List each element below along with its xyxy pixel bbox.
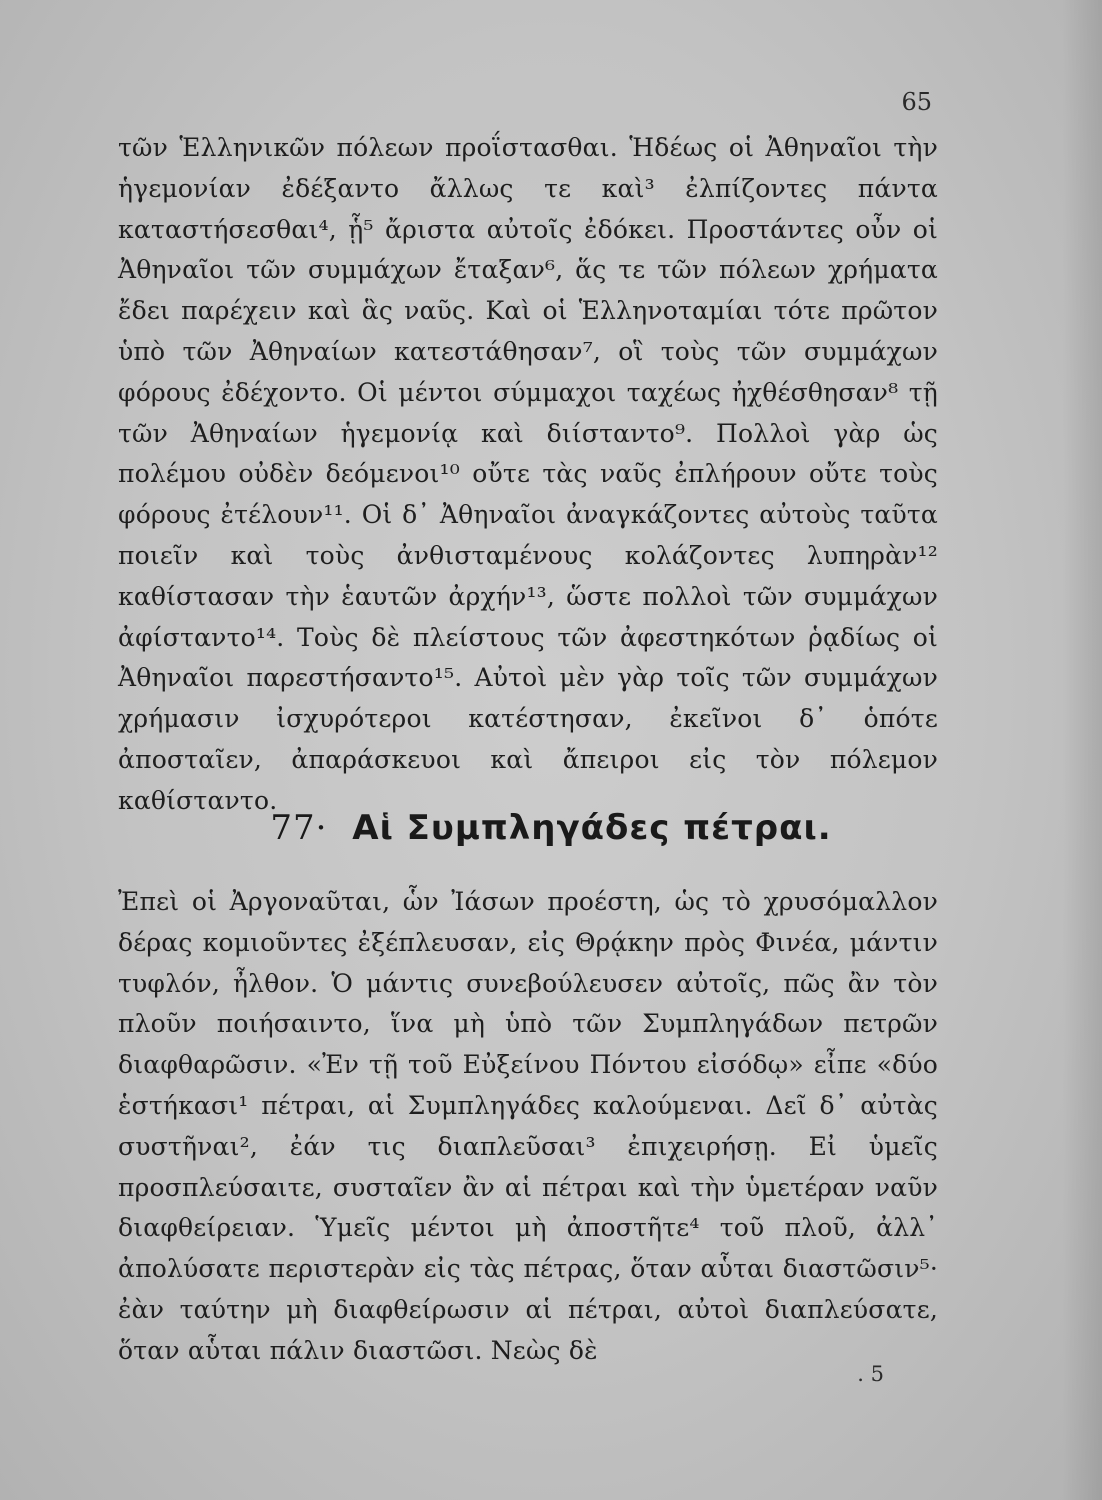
section-number: 77· [270, 808, 328, 848]
text-block-section [118, 882, 938, 1372]
section-heading [0, 808, 1102, 848]
text-block-continuation [118, 128, 938, 822]
paragraph: Ἐπεὶ οἱ Ἀργοναῦται, ὧν Ἰάσων προέστη, ὡς τὸ χρυσόμαλλον δέρας κομιοῦντες ἐξέπλευσαν, εἰς Θρᾴκην πρὸς Φινέα, μάντιν τυφλόν, ἦλθον. Ὁ μάντις συνεβούλευσεν αὐτοῖς, πῶς ἂν τὸν πλοῦν ποιήσαιντο, ἵνα μὴ ὑπὸ τῶν Συμπληγάδων πετρῶν διαφθαρῶσιν. «Ἐν τῇ τοῦ Εὐξείνου Πόντου εἰσόδῳ» εἶπε «δύο ἑστήκασι¹ πέτραι, αἱ Συμπληγάδες καλούμεναι. Δεῖ δ᾽ αὐτὰς συστῆναι², ἐάν τις διαπλεῦσαι³ ἐπιχειρήσῃ. Εἰ ὑμεῖς προσπλεύσαιτε, συσταῖεν ἂν αἱ πέτραι καὶ τὴν ὑμετέραν ναῦν διαφθείρειαν. Ὑμεῖς μέντοι μὴ ἀποστῆτε⁴ τοῦ πλοῦ, ἀλλ᾽ ἀπολύσατε περιστερὰν εἰς τὰς πέτρας, ὅταν αὗται διαστῶσιν⁵· ἐὰν ταύτην μὴ διαφθείρωσιν αἱ πέτραι, αὐτοὶ διαπλεύσατε, ὅταν αὗται πάλιν διαστῶσι. Νεὼς δὲ [118, 887, 938, 1365]
paragraph: τῶν Ἑλληνικῶν πόλεων προΐστασθαι. Ἡδέως οἱ Ἀθηναῖοι τὴν ἡγεμονίαν ἐδέξαντο ἄλλως τε καὶ³ ἐλπίζοντες πάντα καταστήσεσθαι⁴, ᾗ⁵ ἄριστα αὐτοῖς ἐδόκει. Προστάντες οὖν οἱ Ἀθηναῖοι τῶν συμμάχων ἔταξαν⁶, ἅς τε τῶν πόλεων χρήματα ἔδει παρέχειν καὶ ἃς ναῦς. Καὶ οἱ Ἑλληνοταμίαι τότε πρῶτον ὑπὸ τῶν Ἀθηναίων κατεστάθησαν⁷, οἳ τοὺς τῶν συμμάχων φόρους ἐδέχοντο. Οἱ μέντοι σύμμαχοι ταχέως ἠχθέσθησαν⁸ τῇ τῶν Ἀθηναίων ἡγεμονίᾳ καὶ διίσταντο⁹. Πολλοὶ γὰρ ὡς πολέμου οὐδὲν δεόμενοι¹⁰ οὔτε τὰς ναῦς ἐπλήρουν οὔτε τοὺς φόρους ἐτέλουν¹¹. Οἱ δ᾽ Ἀθηναῖοι ἀναγκάζοντες αὐτοὺς ταῦτα ποιεῖν καὶ τοὺς ἀνθισταμένους κολάζοντες λυπηρὰν¹² καθίστασαν τὴν ἑαυτῶν ἀρχήν¹³, ὥστε πολλοὶ τῶν συμμάχων ἀφίσταντο¹⁴. Τοὺς δὲ πλείστους τῶν ἀφεστηκότων ῥᾳδίως οἱ Ἀθηναῖοι παρεστήσαντο¹⁵. Αὐτοὶ μὲν γὰρ τοῖς τῶν συμμάχων χρήμασιν ἰσχυρότεροι κατέστησαν, ἐκεῖνοι δ᾽ ὁπότε ἀποσταῖεν, ἀπαράσκευοι καὶ ἄπειροι εἰς τὸν πόλεμον καθίσταντο. [118, 133, 938, 815]
page-number: 65 [901, 88, 932, 116]
signature-mark: . 5 [857, 1362, 884, 1386]
section-title: Αἱ Συμπληγάδες πέτραι. [352, 808, 832, 848]
